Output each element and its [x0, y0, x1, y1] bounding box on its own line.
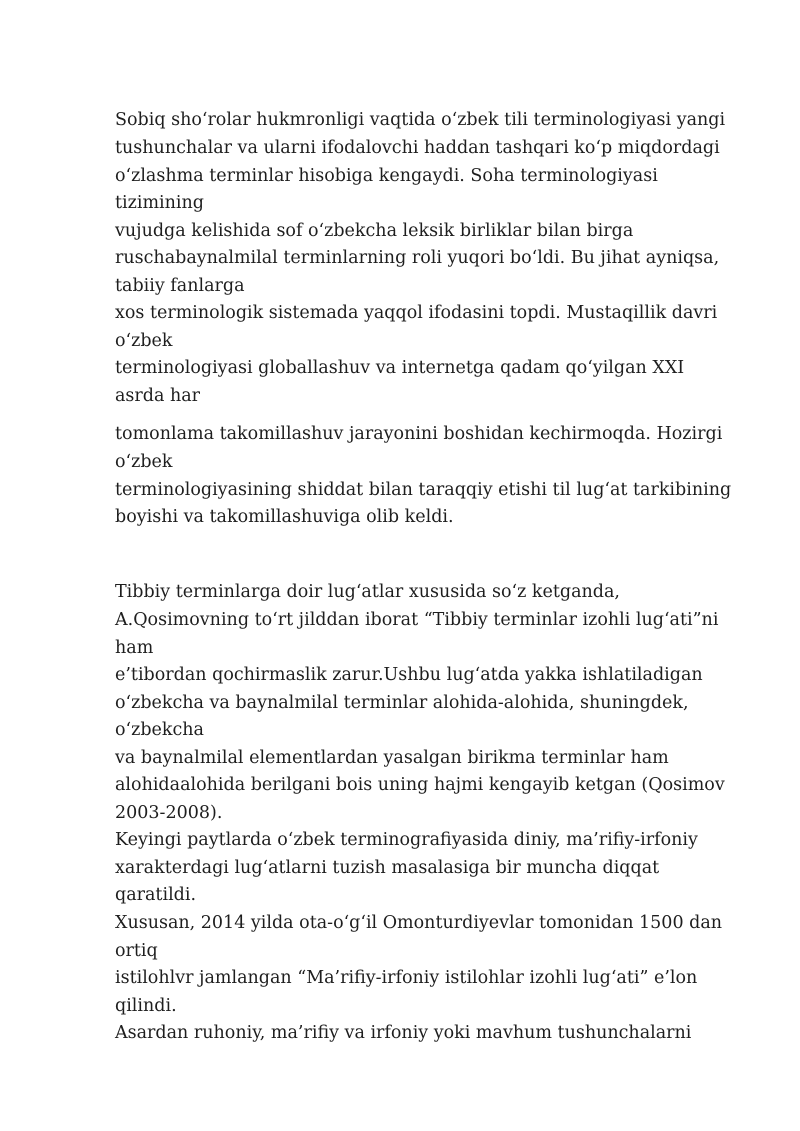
text-line: e’tibordan qochirmaslik zarur.Ushbu lug‘atda yakka ishlatiladigan — [115, 665, 703, 685]
text-line: ruschabaynalmilal terminlarning roli yuqori bo‘ldi. Bu jihat ayniqsa, — [115, 248, 720, 268]
text-line: 2003-2008). — [115, 803, 223, 823]
text-line: tabiiy fanlarga — [115, 276, 245, 296]
text-line: o‘zlashma terminlar hisobiga kengaydi. Soha terminologiyasi — [115, 166, 658, 186]
text-line: terminologiyasining shiddat bilan taraqqiy etishi til lug‘at tarkibining — [115, 480, 732, 500]
text-line: terminologiyasi globallashuv va internetga qadam qo‘yilgan XXI — [115, 358, 685, 378]
text-line: Asardan ruhoniy, ma’rifiy va irfoniy yoki mavhum tushunchalarni — [115, 1023, 692, 1043]
text-line: istilohlvr jamlangan “Ma’rifiy-irfoniy istilohlar izohli lug‘ati” e’lon — [115, 968, 698, 988]
text-line: o‘zbek — [115, 331, 173, 351]
text-line: Keyingi paytlarda o‘zbek terminografiyasida diniy, ma’rifiy-irfoniy — [115, 830, 698, 850]
text-line: asrda har — [115, 386, 201, 406]
text-line: tizimining — [115, 193, 204, 213]
text-line: alohidaalohida berilgani bois uning hajmi kengayib ketgan (Qosimov — [115, 775, 725, 795]
text-line: boyishi va takomillashuviga olib keldi. — [115, 507, 454, 527]
text-line: o‘zbekcha — [115, 720, 204, 740]
text-line: Xususan, 2014 yilda ota-o‘g‘il Omonturdiyevlar tomonidan 1500 dan — [115, 913, 723, 933]
text-line: xos terminologik sistemada yaqqol ifodasini topdi. Mustaqillik davri — [115, 303, 718, 323]
text-line: va baynalmilal elementlardan yasalgan birikma terminlar ham — [115, 748, 669, 768]
text-line: vujudga kelishida sof o‘zbekcha leksik birliklar bilan birga — [115, 221, 634, 241]
text-line: Sobiq sho‘rolar hukmronligi vaqtida o‘zbek tili terminologiyasi yangi — [115, 110, 726, 130]
text-line: tomonlama takomillashuv jarayonini boshidan kechirmoqda. Hozirgi — [115, 424, 723, 444]
text-line: ham — [115, 638, 154, 658]
text-line: qaratildi. — [115, 885, 197, 905]
text-line: xarakterdagi lug‘atlarni tuzish masalasiga bir muncha diqqat — [115, 858, 660, 878]
text-line: o‘zbek — [115, 452, 173, 472]
text-line: tushunchalar va ularni ifodalovchi haddan tashqari ko‘p miqdordagi — [115, 138, 720, 158]
text-line: o‘zbekcha va baynalmilal terminlar alohida-alohida, shuningdek, — [115, 693, 689, 713]
text-line: A.Qosimovning to‘rt jilddan iborat “Tibbiy terminlar izohli lug‘ati”ni — [115, 610, 719, 630]
text-line: Tibbiy terminlarga doir lug‘atlar xususida so‘z ketganda, — [115, 582, 620, 602]
text-line: ortiq — [115, 941, 158, 961]
text-line: qilindi. — [115, 996, 177, 1016]
